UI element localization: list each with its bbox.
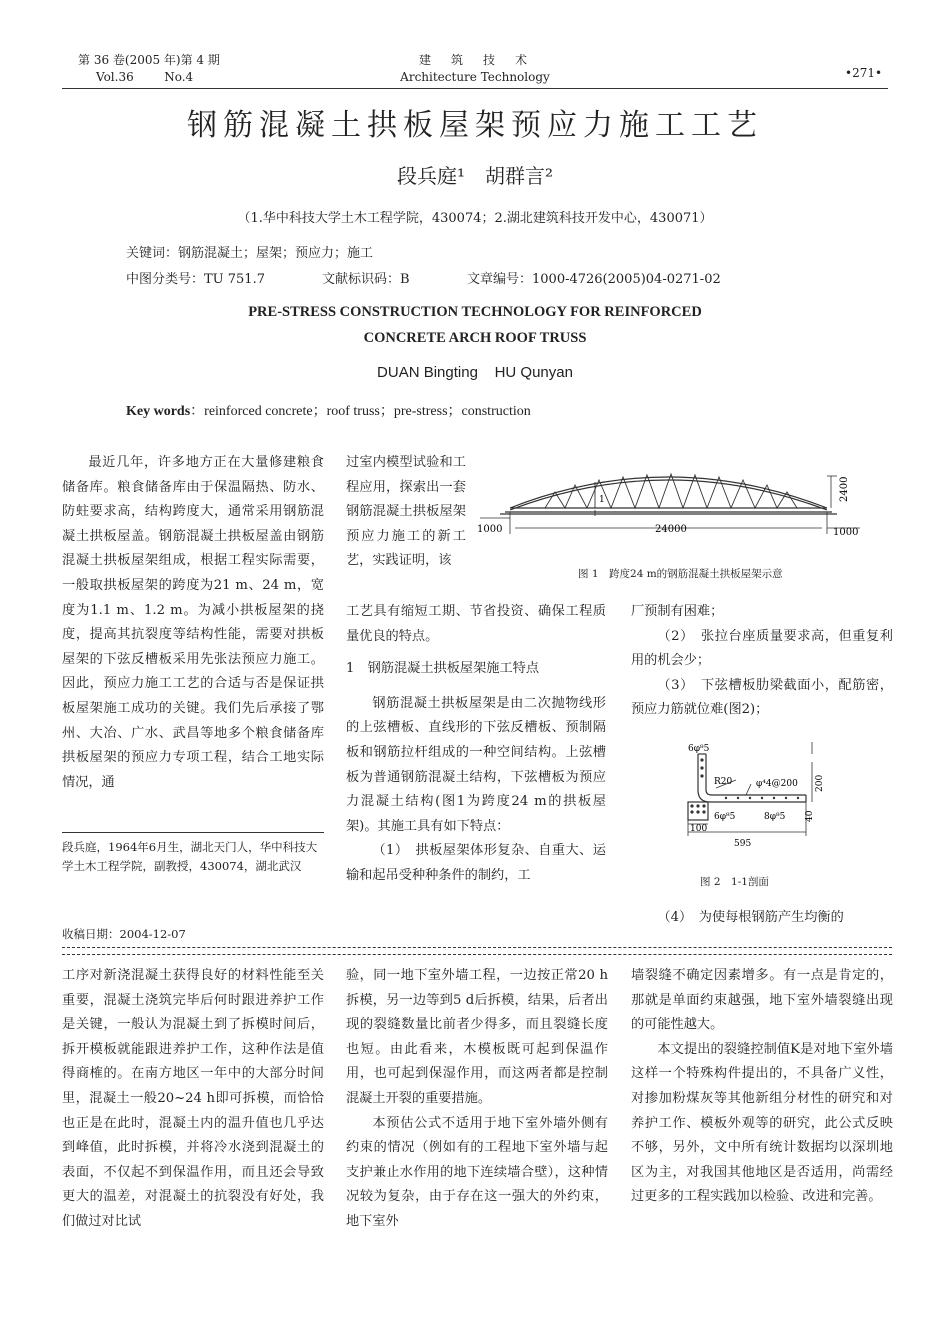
figure-2-height: 200 — [815, 774, 825, 792]
col1-paragraph: 最近几年，许多地方正在大量修建粮食储备库。粮食储备库由于保温隔热、防水、防蛀要求高，结构跨度大，通常采用钢筋混凝土拱板屋盖。钢筋混凝土拱板屋盖由钢筋混凝土拱板屋架组成，根据工程实际需要，一般取拱板屋架的跨度为21 m、24 m，宽度为1.1 m、1.2 m。为减小拱板屋架的挠度，提高其抗裂度等结构性能，需要对拱板屋架的下弦反槽板采用先张法预应力施工。因此，预应力施工工艺的合适与否是保证拱板屋架施工成功的关键。我们先后承接了鄂州、大冶、广水、武昌等地多个粮食储备库拱板屋架的预应力专项工程，结合工地实际情况，通 — [62, 455, 324, 790]
received-date: 收稿日期：2004-12-07 — [62, 927, 186, 941]
column-3-bottom — [631, 906, 893, 931]
column-3 — [631, 600, 893, 723]
english-authors: DUAN Bingting HU Qunyan — [377, 364, 573, 381]
col2-paragraph-2: 钢筋混凝土拱板屋架是由二次抛物线形的上弦槽板、直线形的下弦反槽板、预制隔板和钢筋拉杆组成的一种空间结构。上弦槽板为普通钢筋混凝土结构，下弦槽板为预应力混凝土结构(图1为跨度24 m的拱板屋架)。其施工具有如下特点： — [346, 695, 606, 834]
footnote-rule — [62, 832, 324, 833]
figure-2-radius: R20 — [714, 777, 733, 787]
col2-item-1: （1） 拱板屋架体形复杂、自重大、运输和起吊受种种条件的制约，工 — [346, 843, 606, 883]
bottom-col3-paragraph-1: 墙裂缝不确定因素增多。有一点是肯定的，那就是单面约束越强，地下室外墙裂缝出现的可能性越大。 — [631, 968, 893, 1033]
bottom-col2-paragraph-1: 验，同一地下室外墙工程，一边按正常20 h拆模，另一边等到5 d后拆模，结果，后者出现的裂缝数量比前者少得多，而且裂缝长度也短。由此看来，木模板既可起到保温作用，也可起到保湿作用，而这两者都是控制混凝土开裂的重要措施。 — [346, 968, 608, 1106]
figure-2-caption: 图 2 1-1剖面 — [700, 876, 769, 888]
authors: 段兵庭¹ 胡群言² — [396, 164, 554, 188]
paper-title: 钢筋混凝土拱板屋架预应力施工工艺 — [187, 108, 763, 143]
page-number: •271• — [845, 66, 883, 80]
figure-1-section-mark: 1 — [599, 495, 605, 505]
figure-2-bottom-right-bars: 8φ⁸5 — [764, 812, 786, 822]
bottom-column-3 — [631, 964, 893, 1210]
col2-paragraph-end: 工艺具有缩短工期、节省投资、确保工程质量优良的特点。 — [346, 604, 606, 644]
column-2 — [346, 600, 606, 889]
article-number: 文章编号：1000-4726(2005)04-0271-02 — [467, 272, 721, 287]
classification: 中图分类号：TU 751.7 — [126, 272, 265, 287]
bottom-col2-paragraph-2: 本预估公式不适用于地下室外墙外侧有约束的情况（例如有的工程地下室外墙与起支护兼止水作用的地下连续墙合壁），这种情况较为复杂，由于存在这一强大的外约束，地下室外 — [346, 1115, 608, 1229]
bottom-col3-paragraph-2: 本文提出的裂缝控制值K是对地下室外墙这样一个特殊构件提出的，不具备广义性，对掺加粉煤灰等其他新组分材性的研究和对养护工作、模板外观等的研究，此公式反映不够，另外，文中所有统计数据均以深圳地区为主，对我国其他地区是否适用，尚需经过更多的工程实践加以检验、改进和完善。 — [631, 1041, 893, 1205]
english-keywords-label: Key words — [126, 404, 191, 419]
header-rule — [62, 88, 888, 89]
issue-cn: 第 36 卷(2005 年)第 4 期 — [78, 53, 220, 67]
col2-paragraph-start: 过室内模型试验和工程应用，探索出一套钢筋混凝土拱板屋架预应力施工的新工艺，实践证明，该 — [346, 455, 466, 569]
affiliation: （1.华中科技大学土木工程学院，430074；2.湖北建筑科技开发中心，430071） — [237, 211, 713, 226]
figure-1-truss-diagram — [475, 462, 875, 544]
figure-2-section-diagram — [676, 740, 846, 858]
keywords-cn: 关键词：钢筋混凝土；屋架；预应力；施工 — [126, 246, 374, 261]
issue-en: Vol.36 No.4 — [96, 70, 194, 84]
bottom-col1-paragraph: 工序对新浇混凝土获得良好的材料性能至关重要，混凝土浇筑完毕后何时跟进养护工作是关键，一般认为混凝土到了拆模时间后，拆开模板就能跟进养护工作，这种作法是值得商榷的。在南方地区一年中的大部分时间里，混凝土一般20~24 h即可拆模，而恰恰也正是在此时，混凝土内的温升值也几乎达到峰值，此时拆模，并将冷水浇到混凝土的表面，不仅起不到保温作用，而且还会导致更大的温差，对混凝土的抗裂没有好处，我们做过对比试 — [62, 968, 324, 1229]
bottom-column-1 — [62, 964, 324, 1235]
figure-2-width: 595 — [734, 839, 752, 849]
col3-item-3: （3） 下弦槽板肋梁截面小，配筋密，预应力筋就位难(图2)； — [631, 677, 893, 718]
english-keywords — [126, 400, 531, 420]
figure-1-caption: 图 1 跨度24 m的钢筋混凝土拱板屋架示意 — [578, 568, 783, 580]
figure-1-dim-height: 2400 — [839, 476, 850, 502]
figure-2-bottom-bars: 6φ⁸5 — [714, 812, 736, 822]
doc-code: 文献标识码：B — [322, 272, 410, 287]
col3-item-2: （2） 张拉台座质量要求高，但重复利用的机会少； — [631, 628, 893, 669]
journal-title-cn: 建 筑 技 术 — [418, 53, 531, 67]
col3-item-4: （4） 为使每根钢筋产生均衡的 — [657, 910, 844, 925]
figure-2-stirrup: φ⁴4@200 — [756, 779, 798, 789]
article-separator — [62, 947, 892, 955]
bottom-column-2 — [346, 964, 608, 1235]
figure-1-dim-span: 24000 — [655, 524, 687, 535]
figure-2-top-bars: 6φ⁸5 — [688, 744, 710, 754]
author-footnote: 段兵庭，1964年6月生，湖北天门人，华中科技大学土木工程学院，副教授，430074，湖北武汉 — [62, 840, 318, 873]
english-keywords-text: ：reinforced concrete；roof truss；pre-stress；construction — [190, 404, 531, 419]
figure-1-dim-left: 1000 — [477, 524, 503, 535]
column-1 — [62, 451, 324, 795]
column-2-top — [346, 451, 466, 574]
english-title-line1: PRE-STRESS CONSTRUCTION TECHNOLOGY FOR REINFORCED — [248, 304, 702, 320]
english-title-line2: CONCRETE ARCH ROOF TRUSS — [363, 330, 587, 346]
section-1-heading: 1 钢筋混凝土拱板屋架施工特点 — [346, 661, 540, 677]
figure-2-rib: 40 — [805, 810, 815, 822]
figure-2-rib-width: 100 — [690, 824, 708, 834]
col3-paragraph-1: 厂预制有困难； — [631, 604, 724, 619]
journal-title-en: Architecture Technology — [400, 70, 550, 84]
figure-1-dim-right: 1000 — [833, 527, 859, 538]
